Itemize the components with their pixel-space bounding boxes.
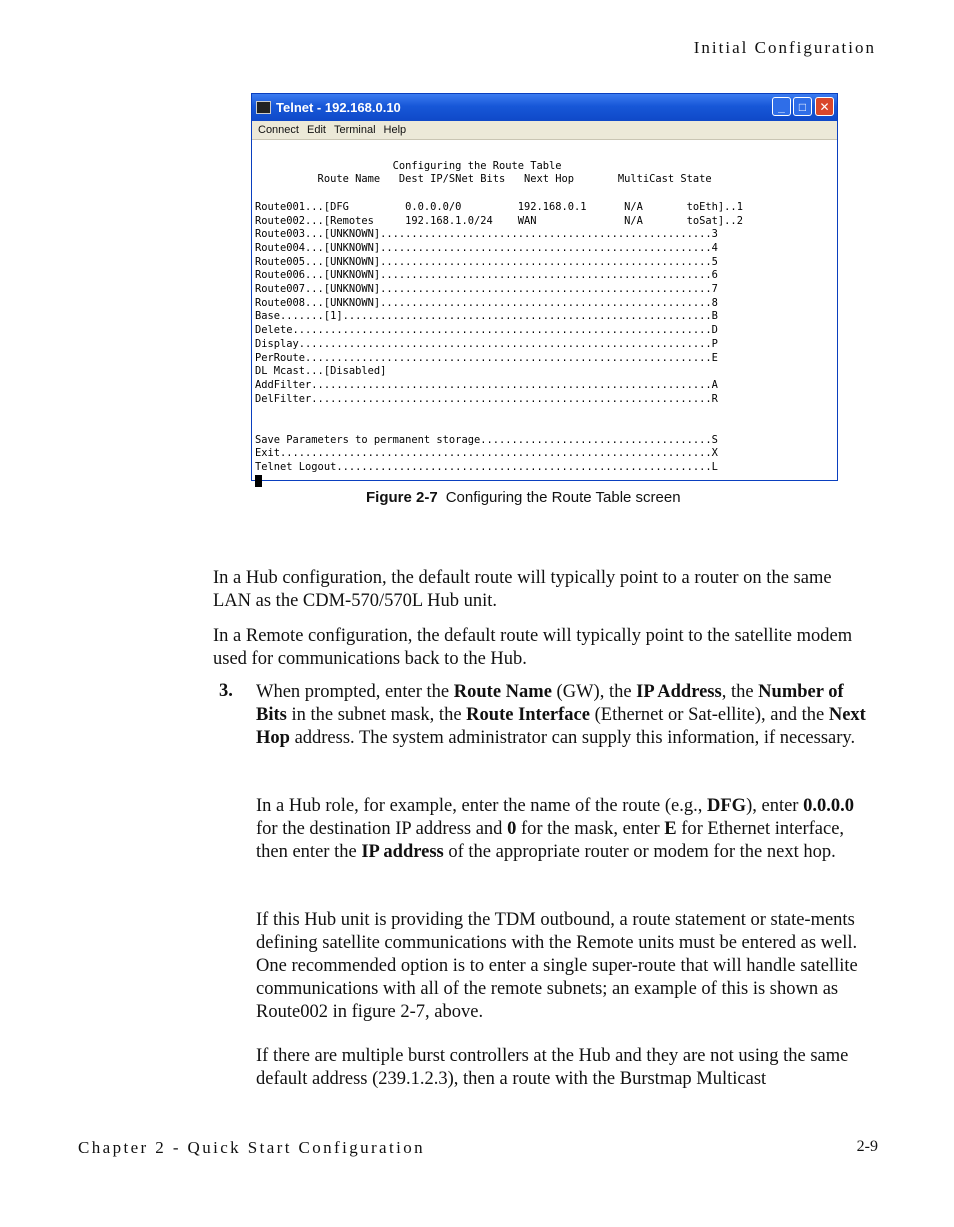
step-paragraph-3: If this Hub unit is providing the TDM outbound, a route statement or state-ments defining satellite communications with the Remote units must be entered as well. One recommended option is to enter a single super-route that will handle satellite communications with all of the remote subnets; an example of this is shown as Route002 in figure 2-7, above. (256, 910, 858, 1022)
window-title: Telnet - 192.168.0.10 (276, 100, 401, 115)
bold-term: Route Name (453, 682, 552, 702)
bold-term: E (664, 819, 677, 839)
terminal-line: Route002...[Remotes 192.168.1.0/24 WAN N/A toSat]..2 (255, 214, 743, 227)
terminal-line: DelFilter................................................................R (255, 392, 718, 405)
telnet-window (251, 93, 838, 481)
terminal-line (255, 406, 837, 420)
bold-term: IP address (361, 842, 444, 862)
close-icon[interactable]: ✕ (815, 97, 834, 116)
figure-caption-text: Configuring the Route Table screen (445, 489, 681, 506)
figure-label: Figure 2-7 (366, 489, 438, 506)
terminal-line: Route006...[UNKNOWN].....................................................6 (255, 269, 718, 282)
terminal-line: Route003...[UNKNOWN].....................................................3 (255, 228, 718, 241)
menu-bar (252, 121, 837, 140)
terminal-line: Route001...[DFG 0.0.0.0/0 192.168.0.1 N/A toEth]..1 (255, 200, 743, 213)
terminal-line: Route005...[UNKNOWN].....................................................5 (255, 255, 718, 268)
terminal-cursor (255, 475, 262, 487)
chapter-footer: Chapter 2 - Quick Start Configuration (78, 1138, 426, 1157)
terminal-line: PerRoute.................................................................E (255, 351, 718, 364)
window-titlebar[interactable] (252, 94, 837, 121)
running-head: Initial Configuration (693, 38, 876, 57)
step-paragraph-2: In a Hub role, for example, enter the name of the route (e.g., DFG), enter 0.0.0.0 for the destination IP address and 0 for the mask, enter E for Ethernet interface, then enter the IP address of the appropriate router or modem for the next hop. (256, 796, 854, 862)
terminal-line: Route004...[UNKNOWN].....................................................4 (255, 241, 718, 254)
terminal-line: Configuring the Route Table (255, 159, 562, 172)
terminal-line: Telnet Logout............................................................L (255, 461, 718, 474)
figure-caption (366, 489, 681, 506)
terminal-line (255, 187, 837, 201)
paragraph-remote-config: In a Remote configuration, the default route will typically point to the satellite modem used for communications back to the Hub. (213, 626, 853, 669)
terminal-screen[interactable] (252, 140, 837, 489)
telnet-app-icon (256, 101, 271, 114)
terminal-line: Display..................................................................P (255, 337, 718, 350)
terminal-line: Save Parameters to permanent storage.....................................S (255, 433, 718, 446)
menu-terminal[interactable]: Terminal (333, 124, 376, 136)
terminal-line: Base.......[1]...........................................................B (255, 310, 718, 323)
menu-help[interactable]: Help (383, 124, 407, 136)
maximize-icon[interactable]: □ (793, 97, 812, 116)
terminal-line: Route007...[UNKNOWN].....................................................7 (255, 283, 718, 296)
terminal-line (255, 146, 837, 160)
minimize-icon[interactable]: _ (772, 97, 791, 116)
terminal-line: AddFilter................................................................A (255, 378, 718, 391)
bold-term: DFG (707, 796, 747, 816)
menu-connect[interactable]: Connect (258, 124, 299, 136)
terminal-line: Route008...[UNKNOWN].....................................................8 (255, 296, 718, 309)
bold-term: Next Hop (256, 705, 866, 748)
paragraph-hub-config: In a Hub configuration, the default route will typically point to a router on the same LAN as the CDM-570/570L Hub unit. (213, 568, 832, 611)
bold-term: 0.0.0.0 (803, 796, 854, 816)
terminal-line: Exit.....................................................................X (255, 447, 718, 460)
bold-term: IP Address (636, 682, 722, 702)
bold-term: Number of Bits (256, 682, 844, 725)
step-paragraph-4: If there are multiple burst controllers at the Hub and they are not using the same default address (239.1.2.3), then a route with the Burstmap Multicast (256, 1046, 849, 1089)
step-number: 3. (219, 681, 233, 701)
bold-term: Route Interface (466, 705, 590, 725)
menu-edit[interactable]: Edit (306, 124, 326, 136)
terminal-line: Delete...................................................................D (255, 324, 718, 337)
terminal-line (255, 420, 837, 434)
step-paragraph-1: When prompted, enter the Route Name (GW), the IP Address, the Number of Bits in the subnet mask, the Route Interface (Ethernet or Sat-ellite), and the Next Hop address. The system administrator can supply this information, if necessary. (256, 682, 866, 748)
terminal-line: Route Name Dest IP/SNet Bits Next Hop MultiCast State (255, 173, 712, 186)
bold-term: 0 (507, 819, 517, 839)
page-number: 2-9 (856, 1138, 878, 1155)
terminal-line: DL Mcast...[Disabled] (255, 365, 387, 378)
